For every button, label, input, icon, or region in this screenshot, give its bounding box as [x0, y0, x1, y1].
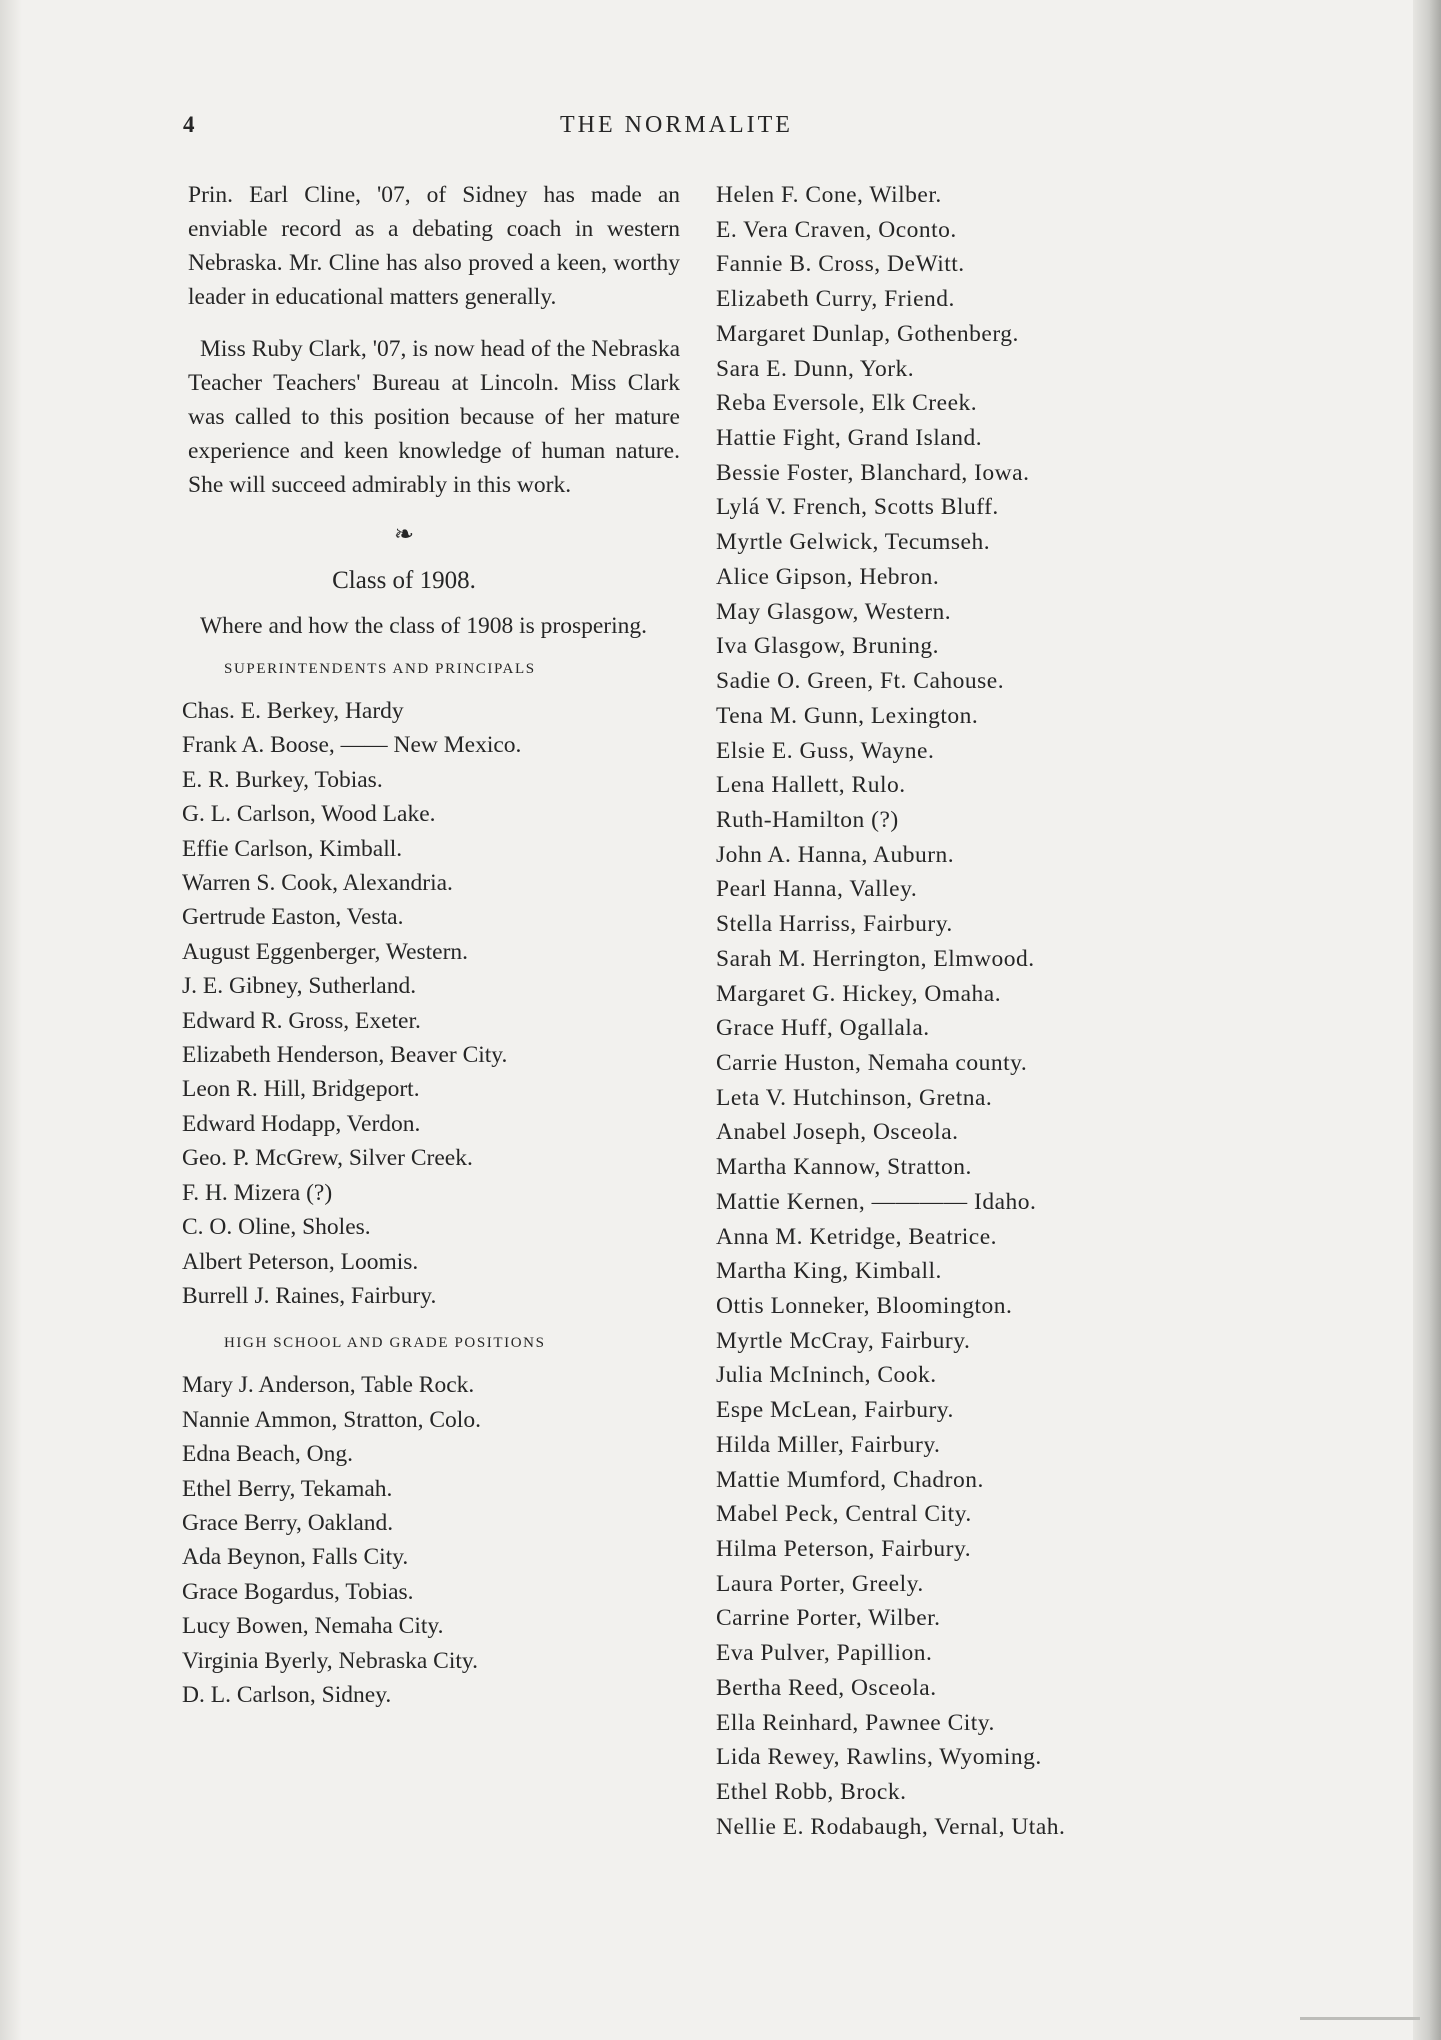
list-item: C. O. Oline, Sholes. [182, 1214, 371, 1241]
page-number: 4 [183, 112, 195, 137]
fleuron-ornament: ❧ [393, 522, 415, 548]
list-item: Leta V. Hutchinson, Gretna. [716, 1084, 993, 1111]
list-item: Elizabeth Henderson, Beaver City. [182, 1042, 508, 1069]
list-item: Geo. P. McGrew, Silver Creek. [182, 1145, 473, 1172]
list-item: John A. Hanna, Auburn. [716, 841, 955, 868]
list-item: Ethel Robb, Brock. [716, 1779, 907, 1806]
list-item: Mary J. Anderson, Table Rock. [182, 1372, 475, 1399]
list-item: Martha King, Kimball. [716, 1258, 942, 1285]
paragraph-cline: Prin. Earl Cline, '07, of Sidney has made an enviable record as a debating coach in western Nebraska. Mr. Cline has also proved a keen, worthy leader in educational matters generally. [188, 182, 680, 310]
list-item: Ethel Berry, Tekamah. [182, 1475, 393, 1502]
list-item: Myrtle Gelwick, Tecumseh. [716, 529, 991, 556]
list-item: Warren S. Cook, Alexandria. [182, 870, 453, 897]
list-item: Tena M. Gunn, Lexington. [716, 702, 979, 729]
list-item: Sara E. Dunn, York. [716, 355, 915, 382]
list-item: Nellie E. Rodabaugh, Vernal, Utah. [716, 1813, 1066, 1840]
list-item: May Glasgow, Western. [716, 598, 952, 625]
list-item: Bessie Foster, Blanchard, Iowa. [716, 459, 1030, 486]
list-item: Sarah M. Herrington, Elmwood. [716, 945, 1035, 972]
list-item: G. L. Carlson, Wood Lake. [182, 801, 436, 828]
list-item: Nannie Ammon, Stratton, Colo. [182, 1406, 481, 1433]
list-item: Grace Berry, Oakland. [182, 1509, 394, 1536]
list-item: Ada Beynon, Falls City. [182, 1544, 409, 1571]
list-item: Myrtle McCray, Fairbury. [716, 1327, 971, 1354]
list-item: Albert Peterson, Loomis. [182, 1248, 419, 1275]
list-item: Carrine Porter, Wilber. [716, 1605, 941, 1632]
list-item: E. R. Burkey, Tobias. [182, 766, 383, 793]
list-item: Gertrude Easton, Vesta. [182, 904, 404, 931]
superintendents-list [182, 694, 680, 1313]
list-item: J. E. Gibney, Sutherland. [182, 973, 417, 1000]
list-item: Sadie O. Green, Ft. Cahouse. [716, 668, 1005, 695]
high-school-list-right [716, 178, 1276, 1845]
list-item: Lucy Bowen, Nemaha City. [182, 1613, 444, 1640]
list-item: Grace Huff, Ogallala. [716, 1015, 930, 1042]
list-item: Frank A. Boose, —— New Mexico. [182, 732, 522, 759]
list-item: Fannie B. Cross, DeWitt. [716, 251, 965, 278]
list-item: August Eggenberger, Western. [182, 938, 469, 965]
list-item: Helen F. Cone, Wilber. [716, 182, 942, 208]
list-item: Leon R. Hill, Bridgeport. [182, 1076, 420, 1103]
list-item: Ruth-Hamilton (?) [716, 806, 899, 833]
page-shadow-left [0, 0, 22, 2040]
list-item: Espe McLean, Fairbury. [716, 1397, 954, 1424]
left-column [182, 178, 680, 1712]
list-item: Lena Hallett, Rulo. [716, 772, 906, 799]
list-item: Bertha Reed, Osceola. [716, 1674, 937, 1701]
list-item: Hilda Miller, Fairbury. [716, 1431, 941, 1458]
list-item: Reba Eversole, Elk Creek. [716, 390, 978, 417]
list-item: Mattie Kernen, ———— Idaho. [716, 1188, 1037, 1215]
page-edge-right [1413, 0, 1441, 2040]
list-item: Virginia Byerly, Nebraska City. [182, 1647, 478, 1674]
high-school-list-left [182, 1368, 680, 1712]
class-heading: Class of 1908. [332, 567, 476, 594]
list-item: Anna M. Ketridge, Beatrice. [716, 1223, 998, 1250]
list-item: Lylá V. French, Scotts Bluff. [716, 494, 999, 521]
list-item: Margaret Dunlap, Gothenberg. [716, 320, 1019, 347]
list-item: Elizabeth Curry, Friend. [716, 286, 955, 313]
scan-artifact-line [1300, 2017, 1420, 2020]
paragraph-clark: Miss Ruby Clark, '07, is now head of the Nebraska Teacher Teachers' Bureau at Lincoln. Miss Clark was called to this position because of her mature experience and keen knowledge of human nature. She will succeed admirably in this work. [188, 336, 680, 498]
high-school-heading: HIGH SCHOOL AND GRADE POSITIONS [224, 1335, 546, 1352]
list-item: Margaret G. Hickey, Omaha. [716, 980, 1002, 1007]
list-item: Eva Pulver, Papillion. [716, 1640, 933, 1667]
list-item: Effie Carlson, Kimball. [182, 835, 403, 862]
list-item: Ella Reinhard, Pawnee City. [716, 1709, 995, 1736]
list-item: Alice Gipson, Hebron. [716, 563, 940, 590]
list-item: Hilma Peterson, Fairbury. [716, 1536, 972, 1563]
list-item: Hattie Fight, Grand Island. [716, 425, 983, 452]
list-item: Edward R. Gross, Exeter. [182, 1007, 421, 1034]
list-item: Chas. E. Berkey, Hardy [182, 698, 404, 724]
superintendents-heading: SUPERINTENDENTS AND PRINCIPALS [224, 661, 536, 677]
list-item: Iva Glasgow, Bruning. [716, 633, 940, 660]
list-item: Pearl Hanna, Valley. [716, 876, 918, 903]
list-item: Grace Bogardus, Tobias. [182, 1578, 414, 1605]
list-item: Elsie E. Guss, Wayne. [716, 737, 935, 764]
list-item: D. L. Carlson, Sidney. [182, 1681, 392, 1708]
class-subtitle: Where and how the class of 1908 is prospering. [200, 613, 648, 639]
list-item: F. H. Mizera (?) [182, 1179, 333, 1206]
list-item: Mabel Peck, Central City. [716, 1501, 972, 1528]
list-item: Lida Rewey, Rawlins, Wyoming. [716, 1744, 1042, 1771]
list-item: Ottis Lonneker, Bloomington. [716, 1293, 1013, 1319]
list-item: Anabel Joseph, Osceola. [716, 1119, 959, 1146]
list-item: Stella Harriss, Fairbury. [716, 911, 953, 938]
right-column [716, 178, 1276, 1845]
running-title: THE NORMALITE [560, 112, 793, 138]
list-item: Edward Hodapp, Verdon. [182, 1110, 421, 1137]
list-item: Mattie Mumford, Chadron. [716, 1466, 984, 1493]
list-item: Laura Porter, Greely. [716, 1570, 924, 1597]
list-item: Martha Kannow, Stratton. [716, 1154, 972, 1181]
list-item: Julia McIninch, Cook. [716, 1362, 937, 1389]
list-item: Edna Beach, Ong. [182, 1441, 353, 1468]
list-item: E. Vera Craven, Oconto. [716, 216, 957, 243]
list-item: Carrie Huston, Nemaha county. [716, 1049, 1028, 1076]
list-item: Burrell J. Raines, Fairbury. [182, 1282, 437, 1309]
